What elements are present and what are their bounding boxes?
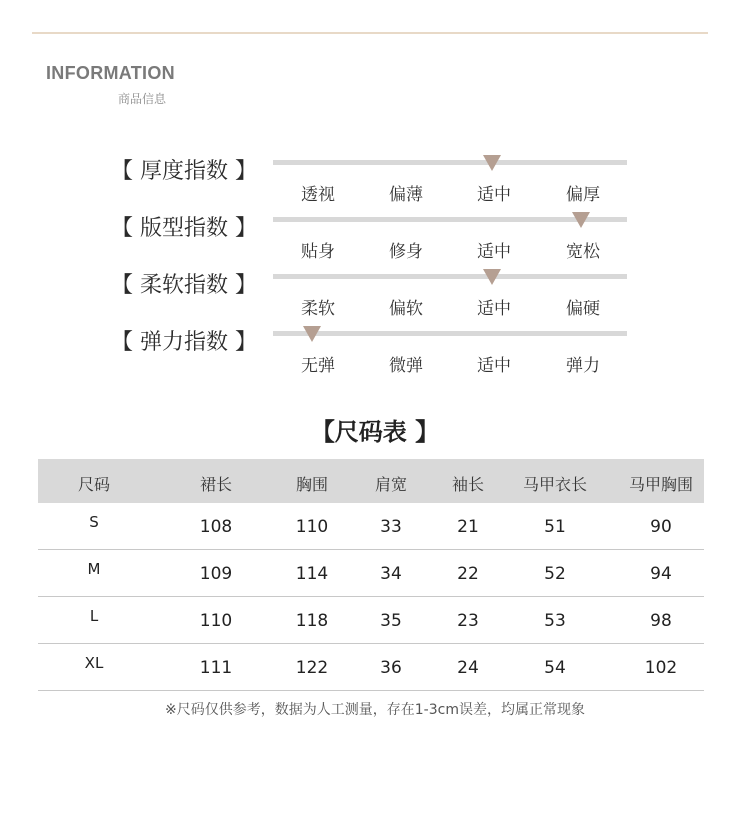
index-label: 【 厚度指数 】 <box>111 159 257 184</box>
index-option: 修身 <box>389 242 423 262</box>
index-label: 【 柔软指数 】 <box>111 273 257 298</box>
index-row-elasticity <box>0 323 750 376</box>
top-divider <box>32 32 708 34</box>
table-cell: 122 <box>295 658 329 678</box>
index-option: 微弹 <box>389 356 423 376</box>
footnote: ※尺码仅供参考，数据为人工测量，存在1-3cm误差，均属正常现象 <box>165 702 585 718</box>
column-header: 尺码 <box>77 475 110 494</box>
table-cell: 52 <box>544 564 566 584</box>
table-cell: 36 <box>380 658 402 678</box>
table-cell: 90 <box>650 517 672 537</box>
index-option: 偏薄 <box>389 185 423 205</box>
table-cell: 33 <box>380 517 402 537</box>
index-marker-icon <box>572 212 590 228</box>
section-title: INFORMATION <box>46 63 175 83</box>
table-cell: 102 <box>644 658 678 678</box>
table-row <box>38 503 704 550</box>
section-subtitle: 商品信息 <box>118 92 167 106</box>
table-cell: S <box>89 513 99 531</box>
table-cell: 54 <box>544 658 566 678</box>
table-cell: 111 <box>199 658 233 678</box>
column-header: 肩宽 <box>374 475 407 494</box>
index-marker-icon <box>303 326 321 342</box>
index-row-softness <box>0 266 750 319</box>
table-cell: 21 <box>457 517 479 537</box>
column-header: 袖长 <box>451 475 484 494</box>
table-cell: 110 <box>295 517 329 537</box>
table-cell: 23 <box>457 611 479 631</box>
index-option: 弹力 <box>566 356 600 376</box>
table-row <box>38 550 704 597</box>
column-header: 马甲衣长 <box>522 475 587 494</box>
table-cell: 94 <box>650 564 672 584</box>
index-marker-icon <box>483 269 501 285</box>
index-label: 【 版型指数 】 <box>111 216 257 241</box>
table-cell: 114 <box>295 564 329 584</box>
table-cell: 53 <box>544 611 566 631</box>
table-cell: 110 <box>199 611 233 631</box>
table-cell: 34 <box>380 564 402 584</box>
index-row-thickness <box>0 152 750 205</box>
index-scale-bar <box>273 331 627 336</box>
table-cell: 118 <box>295 611 329 631</box>
column-header: 马甲胸围 <box>628 475 693 494</box>
size-table <box>38 459 704 691</box>
table-cell: XL <box>84 654 104 672</box>
index-option: 适中 <box>477 185 511 205</box>
index-scale-bar <box>273 160 627 165</box>
table-cell: 109 <box>199 564 233 584</box>
index-marker-icon <box>483 155 501 171</box>
table-row <box>38 597 704 644</box>
table-row <box>38 644 704 691</box>
index-option: 偏软 <box>389 299 423 319</box>
index-row-fit <box>0 209 750 262</box>
index-option: 透视 <box>301 185 335 205</box>
index-option: 贴身 <box>301 242 335 262</box>
table-cell: 35 <box>380 611 402 631</box>
index-option: 无弹 <box>301 356 335 376</box>
table-cell: L <box>89 607 99 625</box>
table-cell: M <box>87 560 101 578</box>
table-cell: 98 <box>650 611 672 631</box>
table-cell: 22 <box>457 564 479 584</box>
index-option: 适中 <box>477 299 511 319</box>
table-cell: 24 <box>457 658 479 678</box>
index-option: 柔软 <box>301 299 335 319</box>
column-header: 胸围 <box>295 475 328 494</box>
index-option: 偏厚 <box>566 185 600 205</box>
column-header: 裙长 <box>199 475 232 494</box>
index-scale-bar <box>273 274 627 279</box>
table-cell: 51 <box>544 517 566 537</box>
table-header <box>38 459 704 503</box>
index-option: 宽松 <box>566 242 600 262</box>
table-cell: 108 <box>199 517 233 537</box>
index-option: 适中 <box>477 356 511 376</box>
size-chart-title: 【尺码表 】 <box>310 418 440 446</box>
index-label: 【 弹力指数 】 <box>111 330 257 355</box>
index-option: 适中 <box>477 242 511 262</box>
index-option: 偏硬 <box>566 299 600 319</box>
